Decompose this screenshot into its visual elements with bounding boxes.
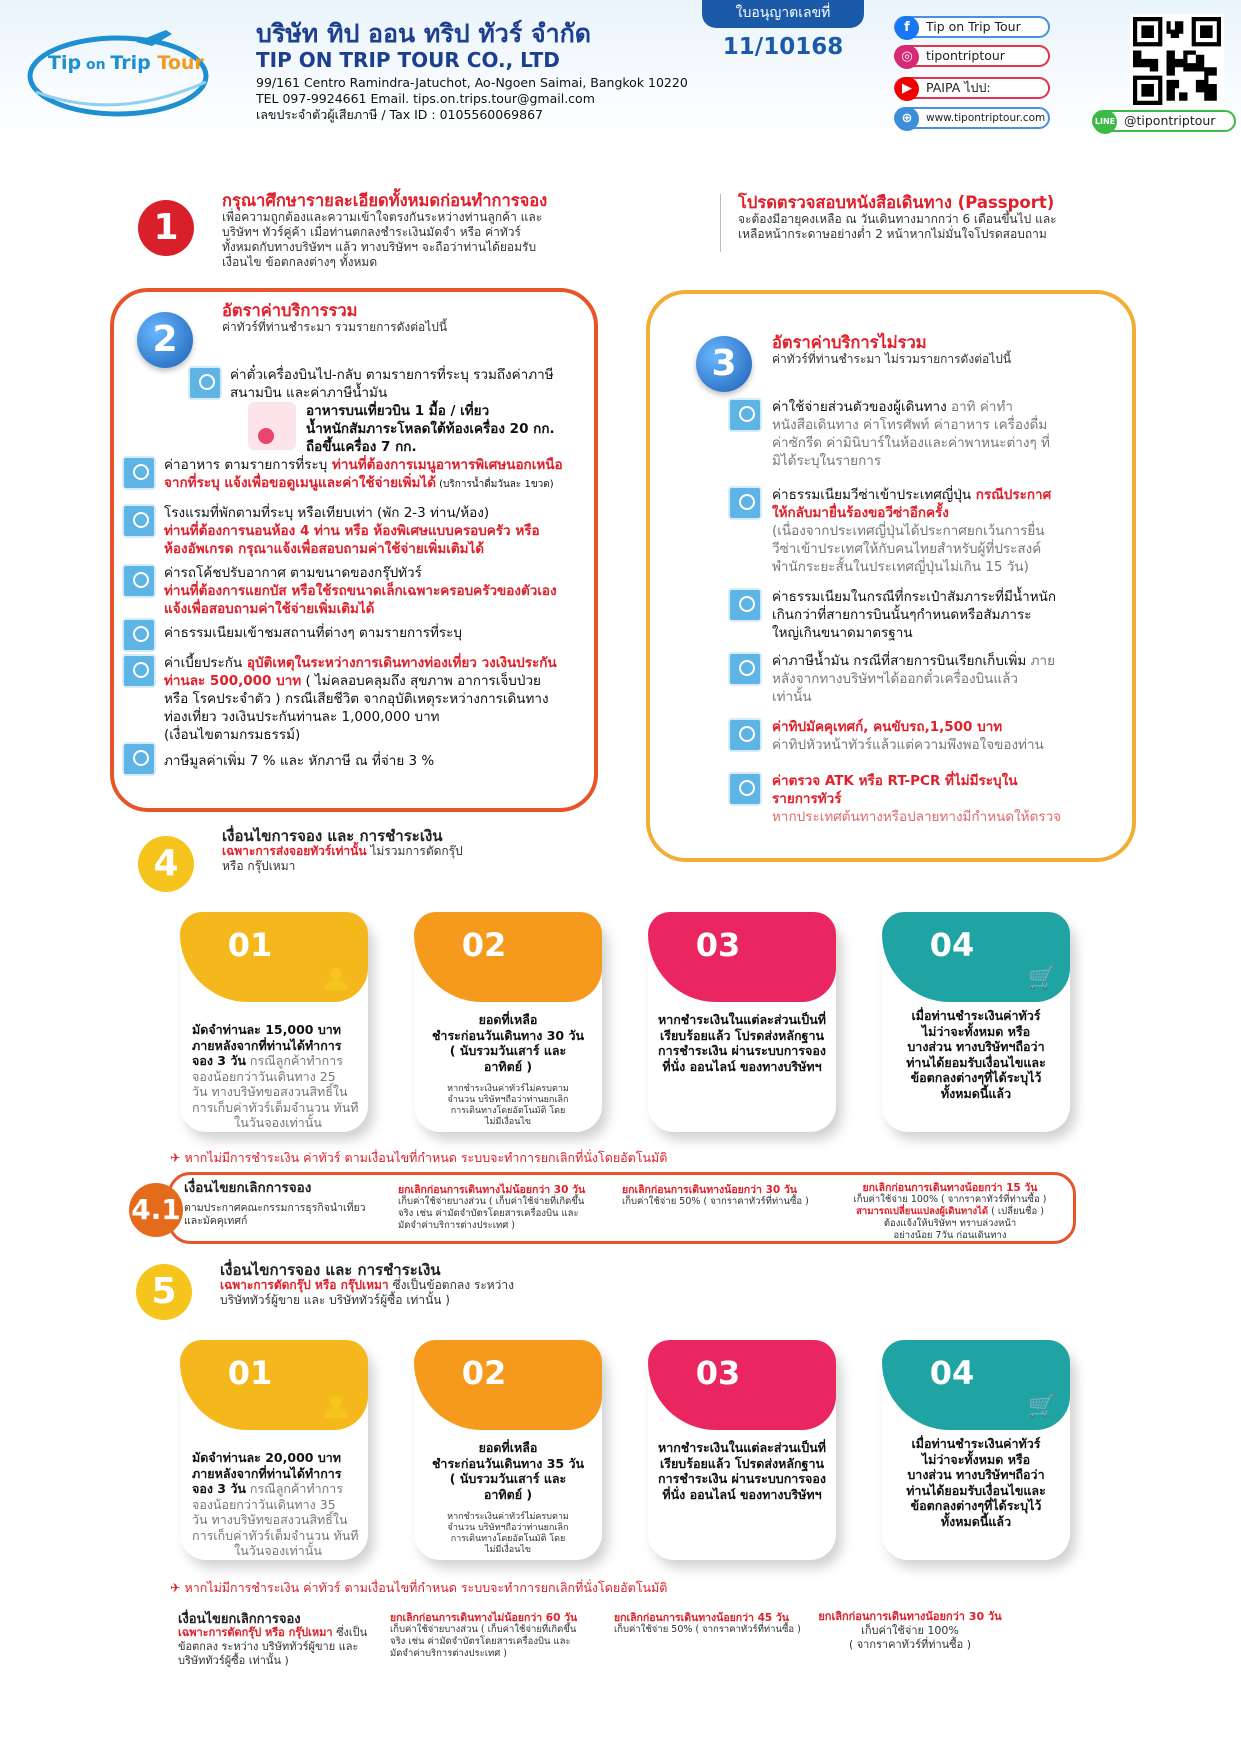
excluded-item-visa: ค่าธรรมเนียมวีซ่าเข้าประเทศญี่ปุ่น กรณีประกาศ ให้กลับมายื่นร้องขอวีซ่าอีกครั้ง (เนื่องจากประเทศญี่ปุ่นได้ประกาศยกเว้นการยื่น วีซ่าเข้าประเทศให้กับคนไทยสำหรับผู้ที่ประสงค์ พำนักระยะสั้นในประเทศญี่ปุ่นไม่เกิน 15 วัน) bbox=[772, 487, 1052, 575]
cancellation-subtitle: ตามประกาศคณะกรรมการธุรกิจนำเที่ยว และมัคคุเทศก์ bbox=[184, 1202, 366, 1227]
test-icon bbox=[728, 772, 762, 806]
cart-icon: 🛒 bbox=[1028, 966, 1056, 991]
section-3-badge: 3 bbox=[696, 336, 752, 392]
passport-text: จะต้องมีอายุคงเหลือ ณ วันเดินทางมากกว่า 6 เดือนขึ้นไป และ เหลือหน้ากระดาษอย่างต่ำ 2 หน้าหากไม่มั่นใจโปรดสอบถาม bbox=[738, 212, 1057, 241]
excluded-item-tip: ค่าทิปมัคคุเทศก์, คนขับรถ,1,500 บาท ค่าทิปหัวหน้าทัวร์แล้วแต่ความพึงพอใจของท่าน bbox=[772, 719, 1044, 753]
cancellation-title: เงื่อนไขยกเลิกการจอง bbox=[184, 1180, 312, 1196]
excluded-item-personal: ค่าใช้จ่ายส่วนตัวของผู้เดินทาง อาทิ ค่าทำ หนังสือเดินทาง ค่าโทรศัพท์ ค่าอาหาร เครื่องดื่ม ค่าซักรีด ค่ามินิบาร์ในห้องและค่าพาหนะต่างๆ ที่ มิได้ระบุในรายการ bbox=[772, 399, 1050, 469]
card-text: เมื่อท่านชำระเงินค่าทัวร์ ไม่ว่าจะทั้งหมด หรือ บางส่วน ทางบริษัทฯถือว่า ท่านได้ยอมรับเงื่อนไขและ ข้อตกลงต่างๆที่ได้ระบุไว้ ทั้งหมดนี้แล้ว bbox=[906, 1008, 1046, 1101]
facebook-icon: f bbox=[895, 16, 919, 40]
section-5-auto-cancel-note: ✈ หากไม่มีการชำระเงิน ค่าทัวร์ ตามเงื่อนไขที่กำหนด ระบบจะทำการยกเลิกที่นั่งโดยอัตโนมัติ bbox=[170, 1580, 668, 1595]
hotel-icon bbox=[122, 504, 156, 538]
section-5-subtitle: เฉพาะการตัดกรุ๊ป หรือ กรุ๊ปเหมา ซึ่งเป็นข้อตกลง ระหว่าง บริษัททัวร์ผู้ขาย และ บริษัททัวร์ผู้ซื้อ เท่านั้น ) bbox=[220, 1278, 515, 1307]
step-number: 04 bbox=[929, 926, 975, 964]
cart-icon: 🛒 bbox=[1028, 1394, 1056, 1419]
instagram-link[interactable]: ◎ tipontriptour bbox=[894, 45, 1050, 67]
company-name-english: TIP ON TRIP TOUR CO., LTD bbox=[256, 48, 560, 72]
included-item-meals: ค่าอาหาร ตามรายการที่ระบุ ท่านที่ต้องการเมนูอาหารพิเศษนอกเหนือ จากที่ระบุ แจ้งเพื่อขอดูเมนูและค่าใช้จ่ายเพิ่มได้ (บริการน้ำดื่มวันละ 1ขวด) bbox=[164, 457, 563, 491]
cancellation-rule-3: ยกเลิกก่อนการเดินทางน้อยกว่า 15 วัน เก็บค่าใช้จ่าย 100% ( จากราคาทัวร์ที่ท่านซื้อ ) สามารถเปลี่ยนแปลงผู้เดินทางได้ ( เปลี่ยนชื่อ ) ต้องแจ้งให้บริษัทฯ ทราบล่วงหน้า อย่างน้อย 7วัน ก่อนเดินทาง bbox=[853, 1182, 1047, 1241]
youtube-icon: ▶ bbox=[895, 77, 919, 101]
youtube-link[interactable]: ▶ PAIPA ไปป: bbox=[894, 77, 1050, 99]
qr-code bbox=[1130, 14, 1224, 108]
card-text: ยอดที่เหลือ ชำระก่อนวันเดินทาง 30 วัน ( นับรวมวันเสาร์ และ อาทิตย์ ) หากชำระเงินค่าทัวร์ไม่ครบตาม จำนวน บริษัทฯถือว่าท่านยกเลิก การเดินทางโดยอัตโนมัติ โดย ไม่มีเงื่อนไข bbox=[431, 1012, 585, 1127]
section-1-title: กรุณาศึกษารายละเอียดทั้งหมดก่อนทำการจอง bbox=[222, 191, 548, 210]
excluded-item-baggage: ค่าธรรมเนียมในกรณีที่กระเป๋าสัมภาระที่มีน้ำหนัก เกินกว่าที่สายการบินนั้นๆกำหนดหรือสัมภาระ ใหญ่เกินขนาดมาตรฐาน bbox=[772, 589, 1057, 641]
section-3-title: อัตราค่าบริการไม่รวม bbox=[772, 333, 927, 352]
license-number: 11/10168 bbox=[722, 34, 844, 60]
s4-step-card-1 bbox=[180, 912, 368, 1132]
section-5-cancellation-rule-2: ยกเลิกก่อนการเดินทางน้อยกว่า 45 วัน เก็บค่าใช้จ่าย 50% ( จากราคาทัวร์ที่ท่านซื้อ ) bbox=[614, 1612, 801, 1635]
step-number: 03 bbox=[695, 926, 741, 964]
section-2-badge: 2 bbox=[137, 312, 193, 368]
luggage-icon bbox=[248, 402, 296, 450]
person-icon bbox=[324, 1396, 348, 1420]
included-item-tax: ภาษีมูลค่าเพิ่ม 7 % และ หักภาษี ณ ที่จ่าย 3 % bbox=[164, 753, 435, 769]
website-link[interactable]: ⊕ www.tipontriptour.com bbox=[894, 107, 1050, 129]
section-4-title: เงื่อนไขการจอง และ การชำระเงิน bbox=[222, 827, 443, 845]
section-4-auto-cancel-note: ✈ หากไม่มีการชำระเงิน ค่าทัวร์ ตามเงื่อนไขที่กำหนด ระบบจะทำการยกเลิกที่นั่งโดยอัตโนมัติ bbox=[170, 1150, 668, 1165]
section-1-text: เพื่อความถูกต้องและความเข้าใจตรงกันระหว่างท่านลูกค้า และ บริษัทฯ ทัวร์คู่ค้า เมื่อท่านตกลงชำระเงินมัดจำ หรือ ค่าทัวร์ ทั้งหมดกับทางบริษัทฯ แล้ว ทางบริษัทฯ จะถือว่าท่านได้ยอมรับ เงื่อนไข ข้อตกลงต่างๆ ทั้งหมด bbox=[222, 210, 543, 269]
meal-icon bbox=[122, 456, 156, 490]
card-text: มัดจำท่านละ 15,000 บาท ภายหลังจากที่ท่านได้ทำการ จอง 3 วัน กรณีลูกค้าทำการ จองน้อยกว่าวันเดินทาง 25 วัน ทางบริษัทขอสงวนสิทธิ์ใน การเก็บค่าทัวร์เต็มจำนวน ทันที ในวันจองเท่านั้น bbox=[192, 1022, 359, 1130]
included-item-hotel: โรงแรมที่พักตามที่ระบุ หรือเทียบเท่า (พัก 2-3 ท่าน/ห้อง) ท่านที่ต้องการนอนห้อง 4 ท่าน หรือ ห้องพิเศษแบบครอบครัว หรือ ห้องอัพเกรด กรุณาแจ้งเพื่อสอบถามค่าใช้จ่ายเพิ่มเติมได้ bbox=[164, 505, 540, 557]
cancellation-rule-2: ยกเลิกก่อนการเดินทางน้อยกว่า 30 วัน เก็บค่าใช้จ่าย 50% ( จากราคาทัวร์ที่ท่านซื้อ ) bbox=[622, 1184, 809, 1207]
s4-step-card-2 bbox=[414, 912, 602, 1132]
bus-icon bbox=[122, 564, 156, 598]
line-icon: LINE bbox=[1093, 110, 1117, 134]
flight-icon bbox=[188, 366, 222, 400]
insurance-icon bbox=[122, 654, 156, 688]
section-5-cancellation-title: เงื่อนไขยกเลิกการจอง bbox=[178, 1612, 301, 1627]
instagram-icon: ◎ bbox=[895, 45, 919, 69]
s5-step-card-1 bbox=[180, 1340, 368, 1560]
visa-icon bbox=[728, 486, 762, 520]
s4-step-card-4 bbox=[882, 912, 1070, 1132]
section-5-cancellation-rule-1: ยกเลิกก่อนการเดินทางไม่น้อยกว่า 60 วัน เก็บค่าใช้จ่ายบางส่วน ( เก็บค่าใช้จ่ายที่เกิดขึ้น จริง เช่น ค่ามัดจำบัตรโดยสารเครื่องบิน และ มัดจำค่าบริการต่างประเทศ ) bbox=[390, 1612, 578, 1659]
step-number: 03 bbox=[695, 1354, 741, 1392]
s4-step-card-3 bbox=[648, 912, 836, 1132]
company-name-thai: บริษัท ทิป ออน ทริป ทัวร์ จำกัด bbox=[256, 19, 592, 48]
included-item-admission: ค่าธรรมเนียมเข้าชมสถานที่ต่างๆ ตามรายการที่ระบุ bbox=[164, 625, 462, 641]
section-5-cancellation-rule-3: ยกเลิกก่อนการเดินทางน้อยกว่า 30 วัน เก็บค่าใช้จ่าย 100% ( จากราคาทัวร์ที่ท่านซื้อ ) bbox=[818, 1610, 1002, 1651]
included-item-insurance: ค่าเบี้ยประกัน อุบัติเหตุในระหว่างการเดินทางท่องเที่ยว วงเงินประกัน ท่านละ 500,000 บาท ( ไม่คลอบคลุมถึง สุขภาพ อาการเจ็บป่วย หรือ โรคประจำตัว ) กรณีเสียชีวิต จากอุบัติเหตุระหว่างการเดินทาง ท่องเที่ยว วงเงินประกันท่านละ 1,000,000 บาท (เงื่อนไขตามกรมธรรม์) bbox=[164, 655, 557, 743]
plane-icon: ✈ bbox=[170, 1580, 185, 1595]
passport-title: โปรดตรวจสอบหนังสือเดินทาง (Passport) bbox=[738, 193, 1055, 212]
company-address: 99/161 Centro Ramindra-Jatuchot, Ao-Ngoen Saimai, Bangkok 10220 TEL 097-9924661 Email. tips.on.trips.tour@gmail.com เลขประจำตัวผู้เสียภาษี / Tax ID : 0105560069867 bbox=[256, 75, 688, 122]
section-3-subtitle: ค่าทัวร์ที่ท่านชำระมา ไม่รวมรายการดังต่อไปนี้ bbox=[772, 352, 1012, 366]
step-number: 01 bbox=[227, 1354, 273, 1392]
step-number: 01 bbox=[227, 926, 273, 964]
facebook-link[interactable]: f Tip on Trip Tour bbox=[894, 16, 1050, 38]
step-number: 04 bbox=[929, 1354, 975, 1392]
tax-icon bbox=[122, 742, 156, 776]
included-item-flight: ค่าตั๋วเครื่องบินไป-กลับ ตามรายการที่ระบุ รวมถึงค่าภาษี สนามบิน และค่าภาษีน้ำมัน bbox=[230, 367, 554, 401]
divider bbox=[720, 194, 721, 252]
section-5-cancellation-subtitle: เฉพาะการตัดกรุ๊ป หรือ กรุ๊ปเหมา ซึ่งเป็น ข้อตกลง ระหว่าง บริษัททัวร์ผู้ขาย และ บริษัททัวร์ผู้ซื้อ เท่านั้น ) bbox=[178, 1626, 368, 1667]
card-text: ยอดที่เหลือ ชำระก่อนวันเดินทาง 35 วัน ( นับรวมวันเสาร์ และ อาทิตย์ ) หากชำระเงินค่าทัวร์ไม่ครบตาม จำนวน บริษัทฯถือว่าท่านยกเลิก การเดินทางโดยอัตโนมัติ โดย ไม่มีเงื่อนไข bbox=[431, 1440, 585, 1555]
globe-icon: ⊕ bbox=[895, 107, 919, 131]
section-2-subtitle: ค่าทัวร์ที่ท่านชำระมา รวมรายการดังต่อไปนี้ bbox=[222, 320, 448, 334]
line-link[interactable]: LINE @tipontriptour bbox=[1092, 110, 1236, 132]
card-text: มัดจำท่านละ 20,000 บาท ภายหลังจากที่ท่านได้ทำการ จอง 3 วัน กรณีลูกค้าทำการ จองน้อยกว่าวันเดินทาง 35 วัน ทางบริษัทขอสงวนสิทธิ์ใน การเก็บค่าทัวร์เต็มจำนวน ทันที ในวันจองเท่านั้น bbox=[192, 1450, 359, 1558]
step-number: 02 bbox=[461, 926, 507, 964]
section-4-1-badge: 4.1 bbox=[129, 1183, 183, 1237]
included-item-bus: ค่ารถโค้ชปรับอากาศ ตามขนาดของกรุ๊ปทัวร์ ท่านที่ต้องการแยกบัส หรือใช้รถขนาดเล็กเฉพาะครอบครัวของตัวเอง แจ้งเพื่อสอบถามค่าใช้จ่ายเพิ่มเติมได้ bbox=[164, 565, 557, 617]
included-item-meal-baggage: อาหารบนเที่ยวบิน 1 มื้อ / เที่ยว น้ำหนักสัมภาระโหลดใต้ท้องเครื่อง 20 กก. ถือขึ้นเครื่อง 7 กก. bbox=[306, 403, 555, 455]
s5-step-card-2 bbox=[414, 1340, 602, 1560]
fuel-icon bbox=[728, 652, 762, 686]
step-number: 02 bbox=[461, 1354, 507, 1392]
s5-step-card-4 bbox=[882, 1340, 1070, 1560]
tip-icon bbox=[728, 718, 762, 752]
card-text: เมื่อท่านชำระเงินค่าทัวร์ ไม่ว่าจะทั้งหมด หรือ บางส่วน ทางบริษัทฯถือว่า ท่านได้ยอมรับเงื่อนไขและ ข้อตกลงต่างๆที่ได้ระบุไว้ ทั้งหมดนี้แล้ว bbox=[906, 1436, 1046, 1529]
section-4-badge: 4 bbox=[138, 836, 194, 892]
section-5-badge: 5 bbox=[136, 1264, 192, 1320]
plane-icon: ✈ bbox=[170, 1150, 185, 1165]
card-text: หากชำระเงินในแต่ละส่วนเป็นที่ เรียบร้อยแล้ว โปรดส่งหลักฐาน การชำระเงิน ผ่านระบบการจอง ที่นั่ง ออนไลน์ ของทางบริษัทฯ bbox=[657, 1012, 827, 1074]
excluded-item-fuel: ค่าภาษีน้ำมัน กรณีที่สายการบินเรียกเก็บเพิ่ม ภาย หลังจากทางบริษัทฯได้ออกตั๋วเครื่องบินแล้ว เท่านั้น bbox=[772, 653, 1056, 705]
section-4-subtitle: เฉพาะการส่งจอยทัวร์เท่านั้น ไม่รวมการตัดกรุ๊ป หรือ กรุ๊ปเหมา bbox=[222, 844, 463, 873]
s5-step-card-3 bbox=[648, 1340, 836, 1560]
excluded-item-atk: ค่าตรวจ ATK หรือ RT-PCR ที่ไม่มีระบุใน รายการทัวร์ หากประเทศต้นทางหรือปลายทางมีกำหนดให้ตรวจ bbox=[772, 773, 1062, 825]
wallet-icon bbox=[728, 398, 762, 432]
ticket-icon bbox=[122, 618, 156, 652]
section-2-title: อัตราค่าบริการรวม bbox=[222, 301, 358, 320]
card-text: หากชำระเงินในแต่ละส่วนเป็นที่ เรียบร้อยแล้ว โปรดส่งหลักฐาน การชำระเงิน ผ่านระบบการจอง ที่นั่ง ออนไลน์ ของทางบริษัทฯ bbox=[657, 1440, 827, 1502]
section-5-title: เงื่อนไขการจอง และ การชำระเงิน bbox=[220, 1261, 441, 1279]
license-label: ใบอนุญาตเลขที่ bbox=[702, 0, 864, 28]
person-icon bbox=[324, 968, 348, 992]
logo-wordmark: Tip on Trip Tour bbox=[48, 52, 204, 74]
baggage-icon bbox=[728, 588, 762, 622]
section-1-badge: 1 bbox=[138, 200, 194, 256]
cancellation-rule-1: ยกเลิกก่อนการเดินทางไม่น้อยกว่า 30 วัน เก็บค่าใช้จ่ายบางส่วน ( เก็บค่าใช้จ่ายที่เกิดขึ้น จริง เช่น ค่ามัดจำบัตรโดยสารเครื่องบิน และ มัดจำค่าบริการต่างประเทศ ) bbox=[398, 1184, 586, 1231]
